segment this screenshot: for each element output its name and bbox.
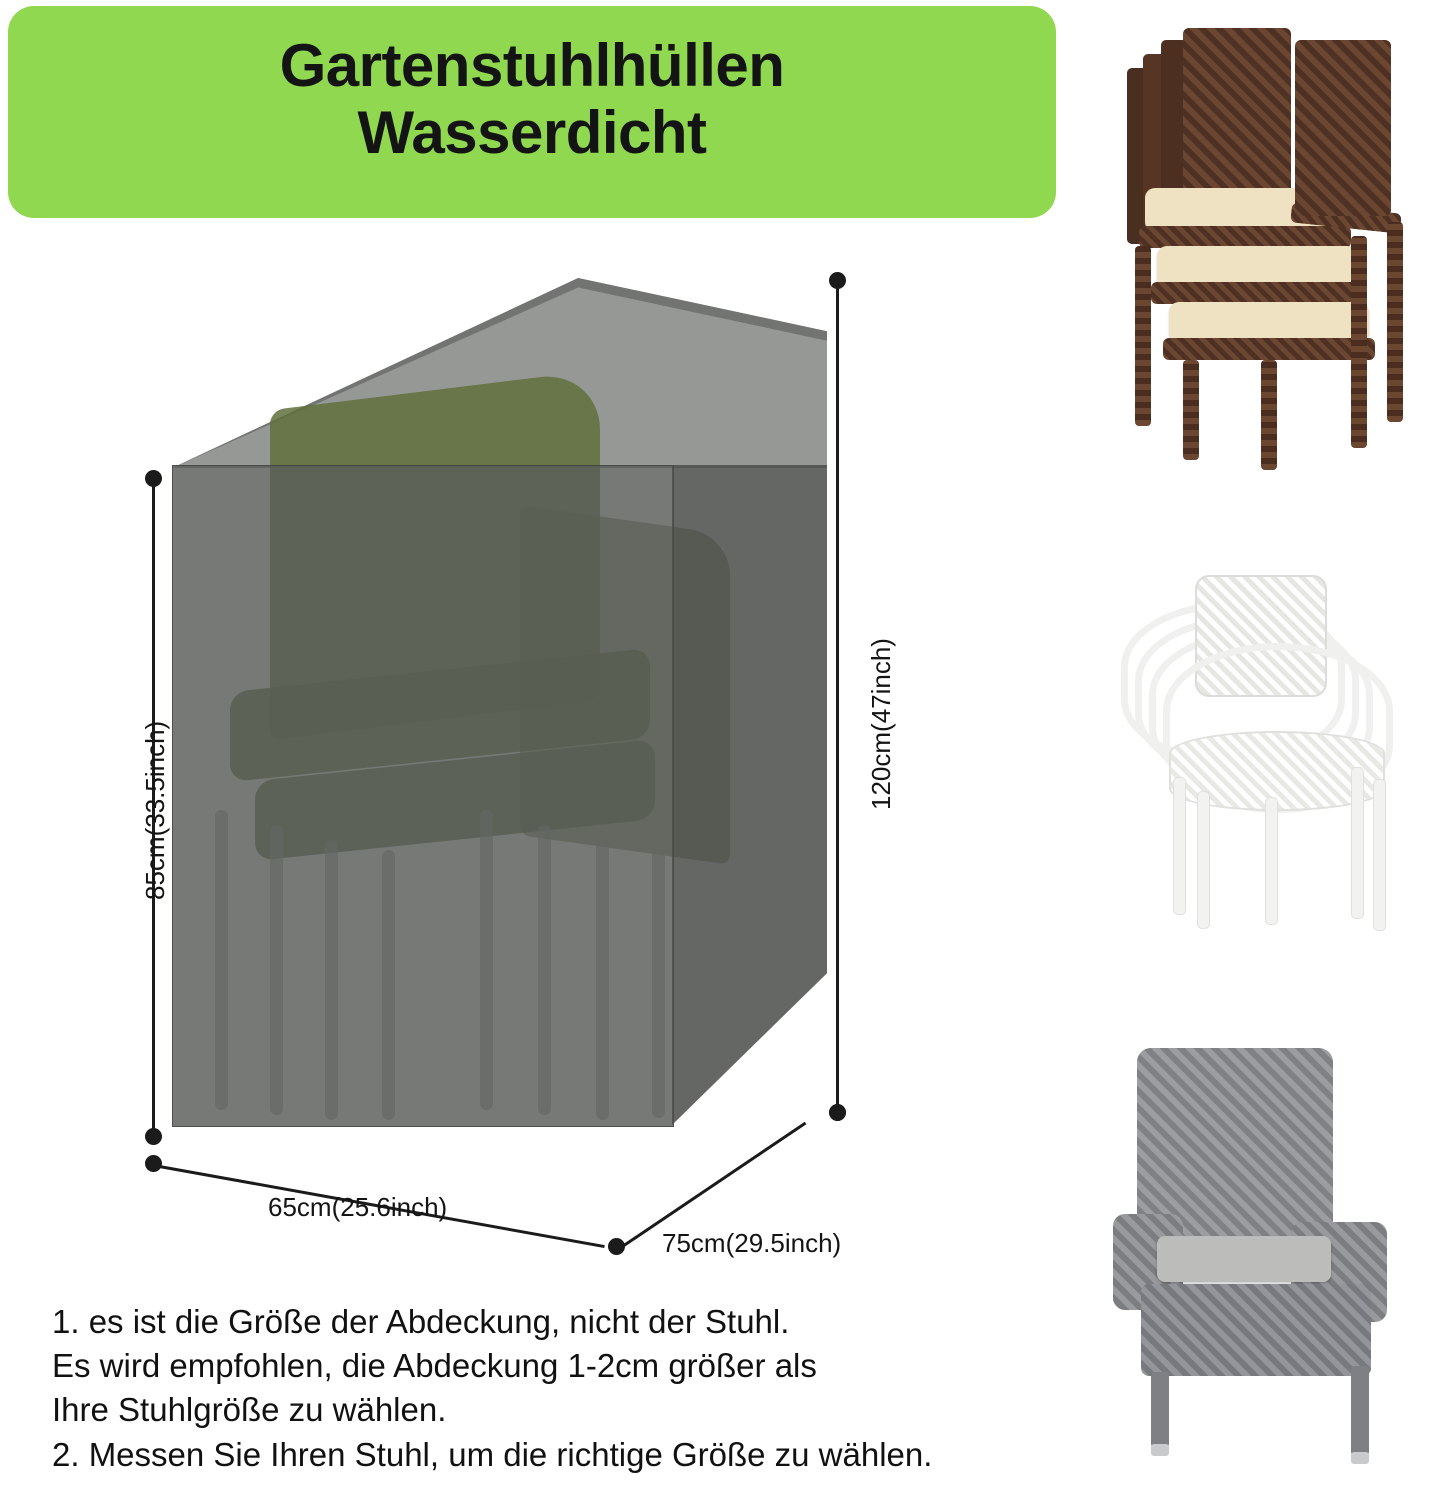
dim-line-height-back [836, 281, 839, 1106]
page-title [8, 32, 1056, 166]
chair-leg [1173, 777, 1186, 915]
chair-seat-base [1141, 1284, 1371, 1376]
seat-cushion [1157, 1236, 1331, 1282]
chair-leg [1351, 1366, 1369, 1456]
chair-leg [1197, 791, 1210, 929]
note-line-3: Ihre Stuhlgröße zu wählen. [52, 1391, 447, 1429]
dim-label-width: 65cm(25.6inch) [268, 1192, 448, 1222]
chair-leg [1351, 767, 1364, 919]
page-title-line-1: Gartenstuhlhüllen [279, 32, 785, 99]
seat-cushion-2 [1157, 246, 1357, 286]
seat-frame-1 [1139, 226, 1351, 248]
note-line-4: 2. Messen Sie Ihren Stuhl, um die richtige Größe zu wählen. [52, 1435, 933, 1473]
chair-leg [1135, 246, 1151, 426]
photo-white-stacked-rattan-chairs [1065, 515, 1440, 975]
dim-label-height-front: 85cm(33.5inch) [140, 720, 170, 900]
page-title-line-2: Wasserdicht [357, 99, 707, 167]
chair-foot [1351, 1452, 1369, 1464]
chair-leg [1387, 222, 1403, 422]
dim-label-height-back: 120cm(47inch) [866, 638, 896, 810]
seat-frame-3 [1163, 338, 1375, 360]
product-notes [52, 1300, 1162, 1477]
note-line-1: 1. es ist die Größe der Abdeckung, nicht der Stuhl. [52, 1303, 790, 1340]
dim-dot-front-bottom [145, 1128, 162, 1145]
cover-front-face [172, 465, 674, 1127]
chair-leg [1265, 797, 1278, 925]
dim-dot-depth-right [829, 1104, 846, 1121]
title-badge [8, 6, 1056, 218]
dim-label-depth: 75cm(29.5inch) [662, 1228, 842, 1258]
seat-cushion-3 [1169, 302, 1369, 342]
note-line-2: Es wird empfohlen, die Abdeckung 1-2cm größer als [52, 1347, 817, 1385]
seat-frame-2 [1151, 282, 1363, 304]
photo-brown-stacked-rattan-chairs [1065, 10, 1440, 490]
chair-leg [1261, 360, 1277, 470]
chair-back-front [1295, 40, 1391, 216]
chair-back-panel [1137, 1048, 1333, 1238]
cover-side-face [672, 465, 827, 1125]
product-illustration [120, 250, 920, 1290]
chair-leg [1373, 779, 1386, 931]
chair-leg [1351, 236, 1367, 448]
chair-leg [1183, 360, 1199, 460]
